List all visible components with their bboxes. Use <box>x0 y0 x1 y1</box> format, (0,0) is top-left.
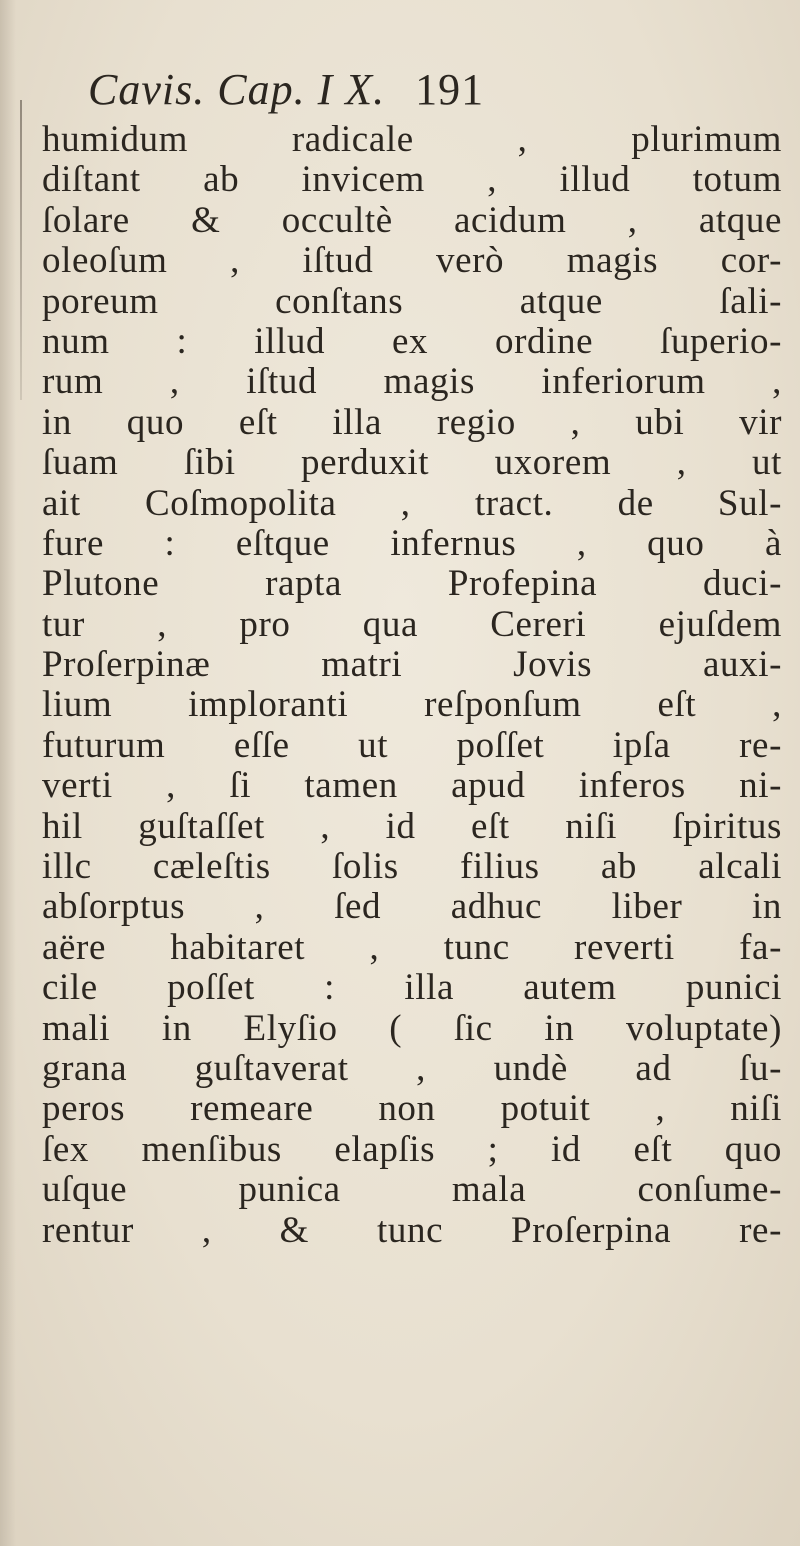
page-number: 191 <box>415 65 485 114</box>
running-head <box>88 62 588 118</box>
text-line: poreum conſtans atque ſali- <box>42 280 782 322</box>
text-line: in quo eſt illa regio , ubi vir <box>42 401 782 443</box>
text-line: Proſerpinæ matri Jovis auxi- <box>42 644 782 686</box>
text-line: futurum eſſe ut poſſet ipſa re- <box>42 724 782 766</box>
text-line: cile poſſet : illa autem punici <box>42 967 782 1009</box>
margin-rule <box>20 100 22 400</box>
text-line: ait Coſmopolita , tract. de Sul- <box>42 482 782 524</box>
gutter-shadow <box>0 0 16 1546</box>
text-line: abſorptus , ſed adhuc liber in <box>42 886 782 928</box>
text-line: uſque punica mala conſume- <box>42 1169 782 1211</box>
text-line: hil guſtaſſet , id eſt niſi ſpiritus <box>42 805 782 847</box>
text-line: diſtant ab invicem , illud totum <box>42 159 782 201</box>
text-line: num : illud ex ordine ſuperio- <box>42 320 782 362</box>
text-line: oleoſum , iſtud verò magis cor- <box>42 240 782 282</box>
text-line: Plutone rapta Profepina duci- <box>42 563 782 605</box>
text-line: ſuam ſibi perduxit uxorem , ut <box>42 442 782 484</box>
text-line: verti , ſi tamen apud inferos ni- <box>42 765 782 807</box>
text-line: aëre habitaret , tunc reverti fa- <box>42 926 782 968</box>
text-line: mali in Elyſio ( ſic in voluptate) <box>42 1007 782 1049</box>
text-line: fure : eſtque infernus , quo à <box>42 522 782 564</box>
text-line: rentur , & tunc Proſerpina re- <box>42 1209 782 1251</box>
running-head-title: Cavis. Cap. I X. <box>88 65 386 114</box>
text-line: ſolare & occultè acidum , atque <box>42 199 782 241</box>
text-line: illc cæleſtis ſolis filius ab alcali <box>42 846 782 888</box>
text-line: lium imploranti reſponſum eſt , <box>42 684 782 726</box>
body-text <box>42 120 782 1251</box>
text-line: ſex menſibus elapſis ; id eſt quo <box>42 1128 782 1170</box>
text-line: humidum radicale , plurimum <box>42 119 782 160</box>
text-line: grana guſtaverat , undè ad ſu- <box>42 1047 782 1089</box>
text-line: rum , iſtud magis inferiorum , <box>42 361 782 403</box>
text-line: tur , pro qua Cereri ejuſdem <box>42 603 782 645</box>
text-line: peros remeare non potuit , niſi <box>42 1088 782 1130</box>
